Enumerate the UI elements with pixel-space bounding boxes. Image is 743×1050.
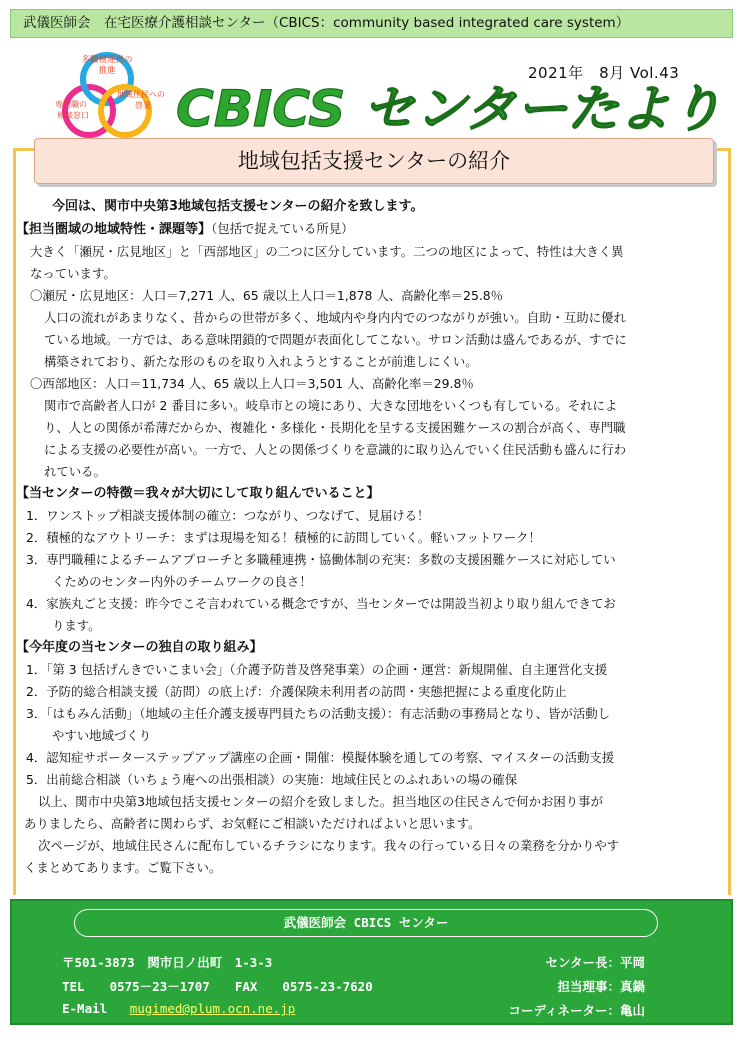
paragraph-line: 構築されており、新たな形のものを取り入れようとすることが前進しにくい。 xyxy=(44,354,478,369)
area-stats-2: 〇西部地区：人口＝11,734 人、65 歳以上人口＝3,501 人、高齢化率＝29.8％ xyxy=(30,376,474,391)
logo-label-right-1: 地域住民への xyxy=(117,90,165,99)
email-link[interactable]: mugimed@plum.ocn.ne.jp xyxy=(129,1001,296,1016)
footer-manager: 担当理事：真鍋 xyxy=(557,979,645,994)
newsletter-title xyxy=(172,68,727,140)
list-item: 3．専門職種によるチームアプローチと多職種連携・協働体制の充実：多数の支援困難ケースに対応してい xyxy=(26,552,616,567)
list-item-continued: くためのセンター内外のチームワークの良さ！ xyxy=(52,574,312,589)
area-stats-1: 〇瀬尻・広見地区：人口＝7,271 人、65 歳以上人口＝1,878 人、高齢化率＝25.8％ xyxy=(30,288,504,303)
paragraph-line: れている。 xyxy=(44,464,106,479)
footer-contact xyxy=(10,899,733,1025)
section-heading-features: 【当センターの特徴＝我々が大切にして取り組んでいること】 xyxy=(16,486,380,501)
closing-line: 以上、関市中央第3地域包括支援センターの紹介を致しました。担当地区の住民さんで何かお困り事が xyxy=(38,794,603,809)
list-item: 5．出前総合相談（いちょう庵への出張相談）の実施：地域住民とのふれあいの場の確保 xyxy=(26,772,518,787)
list-item: 1．ワンストップ相談支援体制の確立：つながり、つなげて、見届ける！ xyxy=(26,508,430,523)
list-item-continued: ります。 xyxy=(52,618,101,633)
logo-label-top-1: 多職種連携の xyxy=(81,55,133,65)
issue-number: 2021年 8月 Vol.43 xyxy=(528,64,680,82)
logo-label-left-1: 専門職の xyxy=(55,100,87,109)
section-heading-initiatives: 【今年度の当センターの独自の取り組み】 xyxy=(16,640,263,655)
paragraph-line: による支援の必要性が高い。一方で、人との関係づくりを意識的に取り込んでいく住民活動も盛んに行わ xyxy=(44,442,627,457)
logo-label-left-2: 相談窓口 xyxy=(57,111,89,120)
paragraph-line: 関市で高齢者人口が 2 番目に多い。岐阜市との境にあり、大きな団地をいくつも有している。それによ xyxy=(44,398,618,413)
article-title: 地域包括支援センターの紹介 xyxy=(34,138,714,184)
footer-address: 〒501-3873 関市日ノ出町 1-3-3 xyxy=(62,955,273,970)
intro-line: 今回は、関市中央第3地域包括支援センターの紹介を致します。 xyxy=(52,199,424,214)
article-body xyxy=(16,196,728,879)
email-label: E-Mail xyxy=(62,1001,108,1016)
paragraph-line: なっています。 xyxy=(30,266,116,281)
header-banner: 武儀医師会 在宅医療介護相談センター（CBICS：community based integrated care system） xyxy=(10,9,733,38)
footer-email-row xyxy=(62,1001,295,1016)
list-item: 2．積極的なアウトリーチ：まずは現場を知る！積極的に訪問していく。軽いフットワーク！ xyxy=(26,530,541,545)
paragraph-line: 人口の流れがあまりなく、昔からの世帯が多く、地域内や身内内でのつながりが強い。自助・互助に優れ xyxy=(44,310,626,325)
closing-line: 次ページが、地域住民さんに配布しているチラシになります。我々の行っている日々の業務を分かりやす xyxy=(38,838,620,853)
closing-line: くまとめてあります。ご覧下さい。 xyxy=(24,860,222,875)
section-note: （包括で捉えている所見） xyxy=(211,221,354,236)
footer-org-name: 武儀医師会 CBICS センター xyxy=(74,909,658,937)
footer-tel-fax: TEL 0575－23－1707 FAX 0575-23-7620 xyxy=(62,979,373,994)
list-item: 2．予防的総合相談支援（訪問）の底上げ：介護保険未利用者の訪問・実態把握による重度化防止 xyxy=(26,684,567,699)
logo-label-top-2: 推進 xyxy=(98,66,116,76)
paragraph-line: 大きく「瀬尻・広見地区」と「西部地区」の二つに区分しています。二つの地区によって、特性は大きく異 xyxy=(30,244,624,259)
newsletter-title-text: CBICS センターたより xyxy=(176,80,722,138)
list-item-continued: やすい地域づくり xyxy=(52,728,152,743)
footer-coordinator: コーディネーター：亀山 xyxy=(508,1003,645,1018)
footer-director: センター長：平岡 xyxy=(545,955,645,970)
closing-line: ありましたら、高齢者に関わらず、お気軽にご相談いただければよいと思います。 xyxy=(24,816,481,831)
list-item: 4．認知症サポーターステップアップ講座の企画・開催：模擬体験を通しての考察、マイスターの活動支援 xyxy=(26,750,615,765)
list-item: 1．「第 3 包括げんきでいこまい会」（介護予防普及啓発事業）の企画・運営：新規開催、自主運営化支援 xyxy=(26,662,608,677)
list-item: 3．「はもみん活動」（地域の主任介護支援専門員たちの活動支援）：有志活動の事務局となり、皆が活動し xyxy=(26,706,611,721)
section-heading-area: 【担当圏域の地域特性・課題等】（包括で捉えている所見） xyxy=(16,221,354,237)
paragraph-line: ている地域。一方では、ある意味閉鎖的で問題が表面化してこない。サロン活動は盛んであるが、すでに xyxy=(44,332,627,347)
paragraph-line: り、人との関係が希薄だからか、複雑化・多様化・長期化を呈する支援困難ケースの割合が高く、専門職 xyxy=(44,420,626,435)
list-item: 4．家族丸ごと支援：昨今でこそ言われている概念ですが、当センターでは開設当初より取り組んできてお xyxy=(26,596,616,611)
logo-label-right-2: 啓発 xyxy=(135,101,151,110)
cbics-logo xyxy=(47,49,165,149)
